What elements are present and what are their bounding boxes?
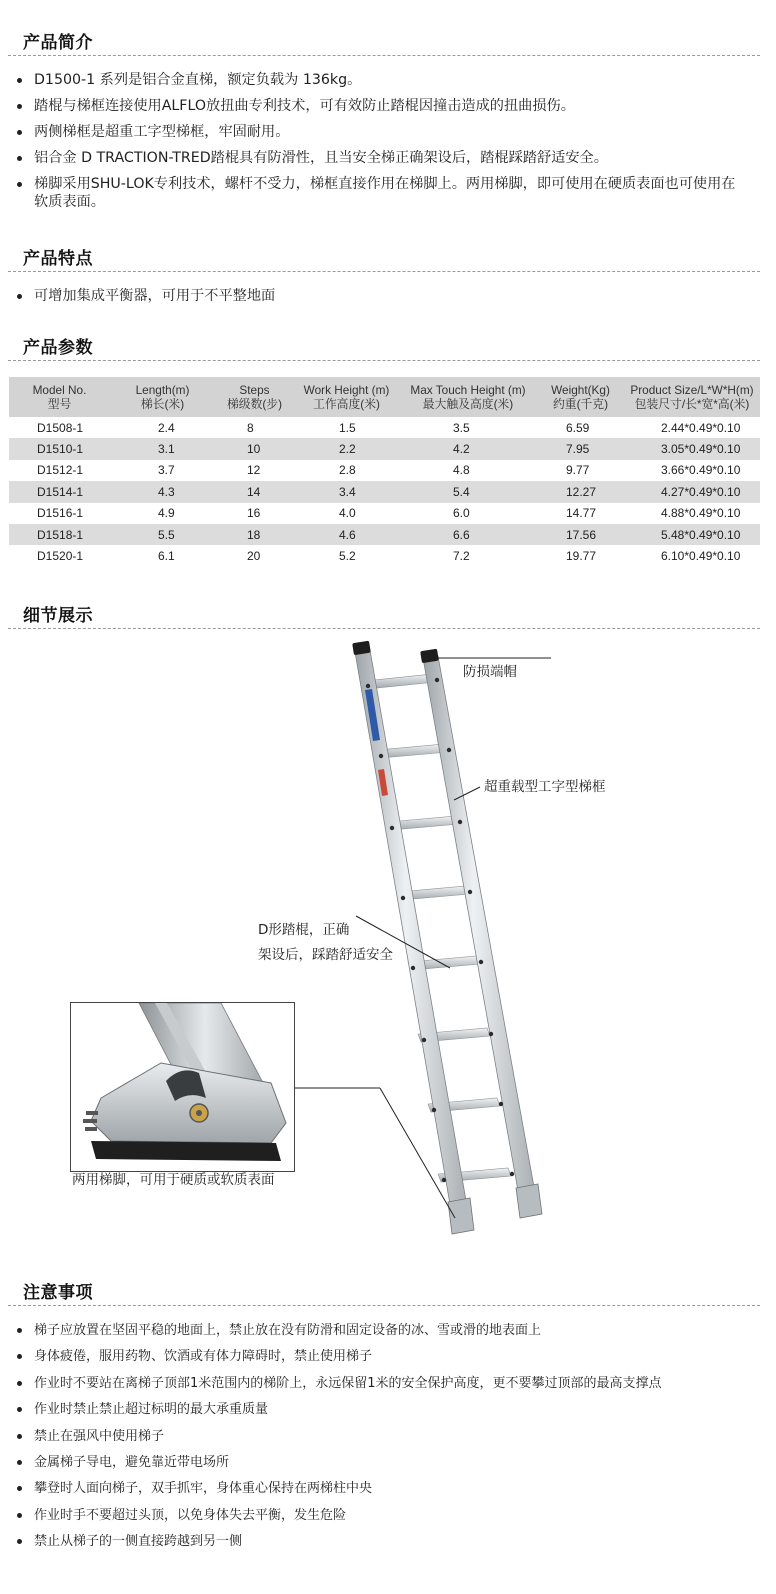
- cell-model: D1520-1: [9, 545, 110, 566]
- cell-product-size: 4.88*0.49*0.10: [624, 503, 760, 524]
- cell-work-height: 1.5: [294, 417, 399, 438]
- cell-max-touch-height: 3.5: [399, 417, 537, 438]
- column-header-steps: Steps 梯级数(步): [215, 377, 294, 417]
- table-row: [9, 481, 760, 502]
- section-header-intro: [8, 20, 760, 56]
- callout-foot: 两用梯脚，可用于硬质或软质表面: [72, 1172, 275, 1188]
- cell-steps: 16: [215, 503, 294, 524]
- cell-length: 4.9: [110, 503, 215, 524]
- table-header-row: [9, 377, 760, 417]
- list-item: D1500-1 系列是铝合金直梯，额定负载为 136kg。: [14, 71, 754, 89]
- cell-steps: 14: [215, 481, 294, 502]
- callout-rung-line2: 架设后，踩踏舒适安全: [258, 947, 393, 963]
- cell-model: D1508-1: [9, 417, 110, 438]
- section-divider: [8, 360, 760, 361]
- cell-length: 3.7: [110, 460, 215, 481]
- spec-table: [9, 377, 760, 567]
- cell-weight: 9.77: [537, 460, 624, 481]
- cell-work-height: 2.2: [294, 438, 399, 459]
- section-title-details: 细节展示: [23, 606, 93, 626]
- section-header-features: [8, 236, 760, 272]
- section-divider: [8, 628, 760, 629]
- table-row: [9, 545, 760, 566]
- list-item: 攀登时人面向梯子，双手抓牢，身体重心保持在两梯柱中央: [14, 1480, 754, 1506]
- cell-steps: 10: [215, 438, 294, 459]
- list-item: 梯子应放置在坚固平稳的地面上，禁止放在没有防滑和固定设备的冰、雪或滑的地表面上: [14, 1322, 754, 1348]
- cell-length: 6.1: [110, 545, 215, 566]
- cell-product-size: 6.10*0.49*0.10: [624, 545, 760, 566]
- cell-steps: 20: [215, 545, 294, 566]
- cell-steps: 18: [215, 524, 294, 545]
- cell-max-touch-height: 5.4: [399, 481, 537, 502]
- section-header-notes: [8, 1270, 760, 1306]
- list-item: 梯脚采用SHU-LOK专利技术，螺杆不受力，梯框直接作用在梯脚上。两用梯脚，即可使用在硬质表面也可使用在软质表面。: [14, 175, 754, 211]
- cell-product-size: 2.44*0.49*0.10: [624, 417, 760, 438]
- cell-max-touch-height: 7.2: [399, 545, 537, 566]
- cell-weight: 19.77: [537, 545, 624, 566]
- cell-model: D1518-1: [9, 524, 110, 545]
- cell-product-size: 3.66*0.49*0.10: [624, 460, 760, 481]
- column-header-max-touch-height: Max Touch Height (m) 最大触及高度(米): [399, 377, 537, 417]
- cell-work-height: 3.4: [294, 481, 399, 502]
- cell-max-touch-height: 4.2: [399, 438, 537, 459]
- cell-steps: 8: [215, 417, 294, 438]
- notes-list: [14, 1322, 754, 1560]
- foot-detail-inset: [70, 1002, 295, 1172]
- cell-weight: 12.27: [537, 481, 624, 502]
- callout-end-cap: 防损端帽: [463, 664, 517, 680]
- table-row: [9, 438, 760, 459]
- column-header-product-size: Product Size/L*W*H(m) 包装尺寸/长*宽*高(米): [624, 377, 760, 417]
- cell-model: D1512-1: [9, 460, 110, 481]
- cell-steps: 12: [215, 460, 294, 481]
- cell-product-size: 3.05*0.49*0.10: [624, 438, 760, 459]
- list-item: 作业时不要站在离梯子顶部1米范围内的梯阶上，永远保留1米的安全保护高度，更不要攀过顶部的最高支撑点: [14, 1375, 754, 1401]
- features-list: [14, 287, 754, 305]
- cell-weight: 6.59: [537, 417, 624, 438]
- ladder-foot: [516, 1184, 542, 1218]
- section-divider: [8, 55, 760, 56]
- list-item: 踏棍与梯框连接使用ALFLO放扭曲专利技术，可有效防止踏棍因撞击造成的扭曲损伤。: [14, 97, 754, 115]
- section-title-intro: 产品简介: [23, 33, 93, 53]
- intro-list: [14, 71, 754, 219]
- list-item: 可增加集成平衡器，可用于不平整地面: [14, 287, 754, 305]
- list-item: 身体疲倦，服用药物、饮酒或有体力障碍时，禁止使用梯子: [14, 1348, 754, 1374]
- cell-weight: 14.77: [537, 503, 624, 524]
- section-divider: [8, 271, 760, 272]
- cell-weight: 7.95: [537, 438, 624, 459]
- cell-product-size: 4.27*0.49*0.10: [624, 481, 760, 502]
- cell-model: D1514-1: [9, 481, 110, 502]
- column-header-model: Model No. 型号: [9, 377, 110, 417]
- column-header-work-height: Work Height (m) 工作高度(米): [294, 377, 399, 417]
- table-row: [9, 524, 760, 545]
- cell-work-height: 2.8: [294, 460, 399, 481]
- section-title-params: 产品参数: [23, 338, 93, 358]
- cell-max-touch-height: 6.6: [399, 524, 537, 545]
- section-title-notes: 注意事项: [23, 1283, 93, 1303]
- cell-length: 4.3: [110, 481, 215, 502]
- section-header-params: [8, 325, 760, 361]
- table-row: [9, 417, 760, 438]
- callout-rung-line1: D形踏棍，正确: [258, 922, 350, 938]
- list-item: 禁止在强风中使用梯子: [14, 1428, 754, 1454]
- list-item: 两侧梯框是超重工字型梯框，牢固耐用。: [14, 123, 754, 141]
- cell-length: 5.5: [110, 524, 215, 545]
- foot-detail-photo: [71, 1003, 294, 1171]
- cell-work-height: 4.6: [294, 524, 399, 545]
- table-row: [9, 460, 760, 481]
- cell-model: D1516-1: [9, 503, 110, 524]
- column-header-weight: Weight(Kg) 约重(千克): [537, 377, 624, 417]
- list-item: 作业时手不要超过头顶，以免身体失去平衡，发生危险: [14, 1507, 754, 1533]
- ladder-foot: [448, 1198, 474, 1234]
- cell-work-height: 4.0: [294, 503, 399, 524]
- list-item: 铝合金 D TRACTION-TRED踏棍具有防滑性，且当安全梯正确架设后，踏棍踩踏舒适安全。: [14, 149, 754, 167]
- list-item: 金属梯子导电，避免靠近带电场所: [14, 1454, 754, 1480]
- cell-length: 2.4: [110, 417, 215, 438]
- section-header-details: [8, 593, 760, 629]
- section-divider: [8, 1305, 760, 1306]
- cell-model: D1510-1: [9, 438, 110, 459]
- cell-work-height: 5.2: [294, 545, 399, 566]
- cell-product-size: 5.48*0.49*0.10: [624, 524, 760, 545]
- cell-max-touch-height: 6.0: [399, 503, 537, 524]
- list-item: 禁止从梯子的一侧直接跨越到另一侧: [14, 1533, 754, 1559]
- section-title-features: 产品特点: [23, 249, 93, 269]
- table-row: [9, 503, 760, 524]
- callout-rail: 超重载型工字型梯框: [484, 779, 606, 795]
- column-header-length: Length(m) 梯长(米): [110, 377, 215, 417]
- list-item: 作业时禁止禁止超过标明的最大承重质量: [14, 1401, 754, 1427]
- cell-max-touch-height: 4.8: [399, 460, 537, 481]
- cell-length: 3.1: [110, 438, 215, 459]
- cell-weight: 17.56: [537, 524, 624, 545]
